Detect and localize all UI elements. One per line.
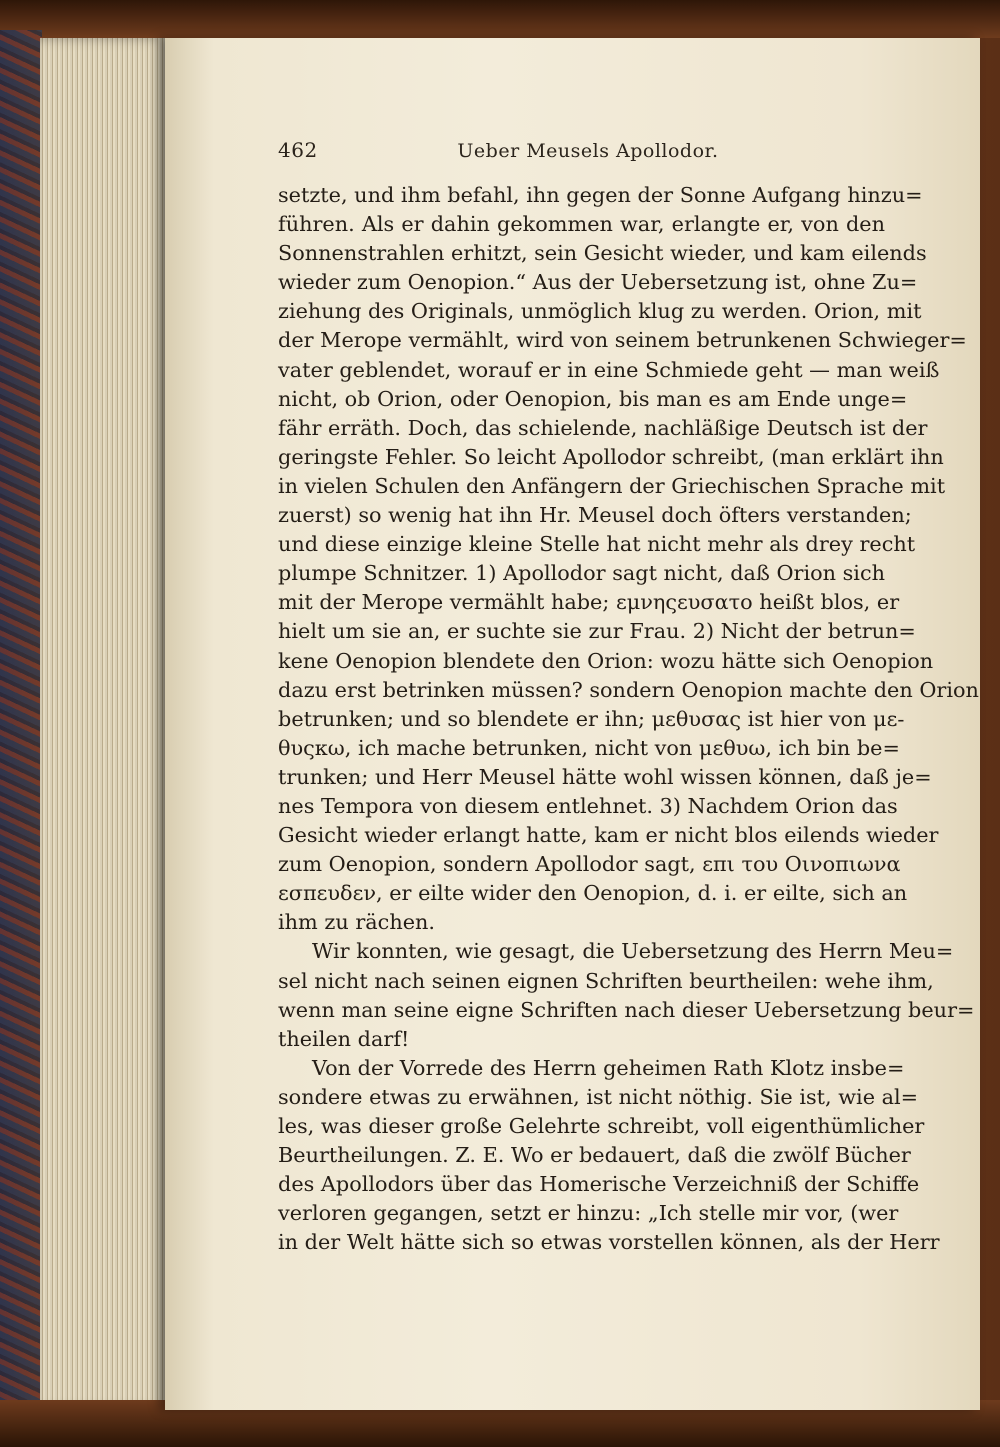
text-line: Gesicht wieder erlangt hatte, kam er nicht blos eilends wieder bbox=[278, 823, 939, 848]
text-line: führen. Als er dahin gekommen war, erlangte er, von den bbox=[278, 212, 885, 237]
running-head: Ueber Meusels Apollodor. bbox=[457, 140, 719, 162]
text-line: sondere etwas zu erwähnen, ist nicht nöthig. Sie ist, wie al= bbox=[278, 1084, 919, 1109]
text-line: trunken; und Herr Meusel hätte wohl wissen können, daß je= bbox=[278, 764, 932, 789]
text-line: θυςκω, ich mache betrunken, nicht von μεθυω, ich bin be= bbox=[278, 735, 900, 760]
text-line: kene Oenopion blendete den Orion: wozu hätte sich Oenopion bbox=[278, 648, 934, 673]
text-line: zuerst) so wenig hat ihn Hr. Meusel doch öfters verstanden; bbox=[278, 503, 912, 528]
book-cover-top bbox=[0, 0, 1000, 38]
text-line: in vielen Schulen den Anfängern der Griechischen Sprache mit bbox=[278, 473, 946, 498]
page-stack bbox=[40, 38, 170, 1410]
text-line: verloren gegangen, setzt er hinzu: „Ich stelle mir vor, (wer bbox=[278, 1201, 899, 1226]
text-line: les, was dieser große Gelehrte schreibt, voll eigenthümlicher bbox=[278, 1114, 925, 1138]
text-line: betrunken; und so blendete er ihn; μεθυσας ist hier von με- bbox=[278, 706, 905, 731]
body-text bbox=[278, 181, 979, 1257]
text-line: nes Tempora von diesem entlehnet. 3) Nachdem Orion das bbox=[278, 793, 898, 818]
text-line: der Merope vermählt, wird von seinem betrunkenen Schwieger= bbox=[278, 328, 967, 353]
text-line: dazu erst betrinken müssen? sondern Oenopion machte den Orion bbox=[278, 677, 979, 702]
text-line: nicht, ob Orion, oder Oenopion, bis man es am Ende unge= bbox=[278, 386, 908, 411]
text-line: hielt um sie an, er suchte sie zur Frau. 2) Nicht der betrun= bbox=[278, 619, 916, 644]
text-line: in der Welt hätte sich so etwas vorstellen können, als der Herr bbox=[278, 1230, 940, 1255]
marbled-page-edge bbox=[0, 30, 42, 1420]
text-line: Wir konnten, wie gesagt, die Uebersetzung des Herrn Meu= bbox=[312, 939, 954, 964]
text-line: εσπευδεν, er eilte wider den Oenopion, d. i. er eilte, sich an bbox=[278, 881, 908, 906]
text-line: mit der Merope vermählt habe; εμνηςευσατο heißt blos, er bbox=[278, 590, 900, 615]
page-header bbox=[278, 138, 838, 168]
text-line: wenn man seine eigne Schriften nach dieser Uebersetzung beur= bbox=[278, 997, 975, 1022]
text-line: Beurtheilungen. Z. E. Wo er bedauert, daß die zwölf Bücher bbox=[278, 1143, 911, 1168]
text-line: und diese einzige kleine Stelle hat nicht mehr als drey recht bbox=[278, 532, 916, 557]
text-line: ziehung des Originals, unmöglich klug zu werden. Orion, mit bbox=[278, 299, 922, 324]
text-line: vater geblendet, worauf er in eine Schmiede geht — man weiß bbox=[278, 357, 940, 382]
page-number: 462 bbox=[278, 138, 318, 162]
text-line: Von der Vorrede des Herrn geheimen Rath Klotz insbe= bbox=[312, 1055, 905, 1080]
text-line: theilen darf! bbox=[278, 1026, 410, 1051]
text-line: zum Oenopion, sondern Apollodor sagt, επι του Οινοπιωνα bbox=[278, 852, 901, 877]
text-line: fähr erräth. Doch, das schielende, nachläßige Deutsch ist der bbox=[278, 415, 928, 440]
text-line: ihm zu rächen. bbox=[278, 910, 436, 935]
text-line: plumpe Schnitzer. 1) Apollodor sagt nicht, daß Orion sich bbox=[278, 561, 885, 586]
book-page bbox=[165, 38, 980, 1410]
text-line: geringste Fehler. So leicht Apollodor schreibt, (man erklärt ihn bbox=[278, 444, 944, 469]
text-line: Sonnenstrahlen erhitzt, sein Gesicht wieder, und kam eilends bbox=[278, 241, 927, 266]
text-line: sel nicht nach seinen eignen Schriften beurtheilen: wehe ihm, bbox=[278, 968, 934, 993]
text-line: setzte, und ihm befahl, ihn gegen der Sonne Aufgang hinzu= bbox=[278, 183, 923, 207]
text-line: wieder zum Oenopion.“ Aus der Uebersetzung ist, ohne Zu= bbox=[278, 270, 918, 295]
text-line: des Apollodors über das Homerische Verzeichniß der Schiffe bbox=[278, 1172, 920, 1197]
